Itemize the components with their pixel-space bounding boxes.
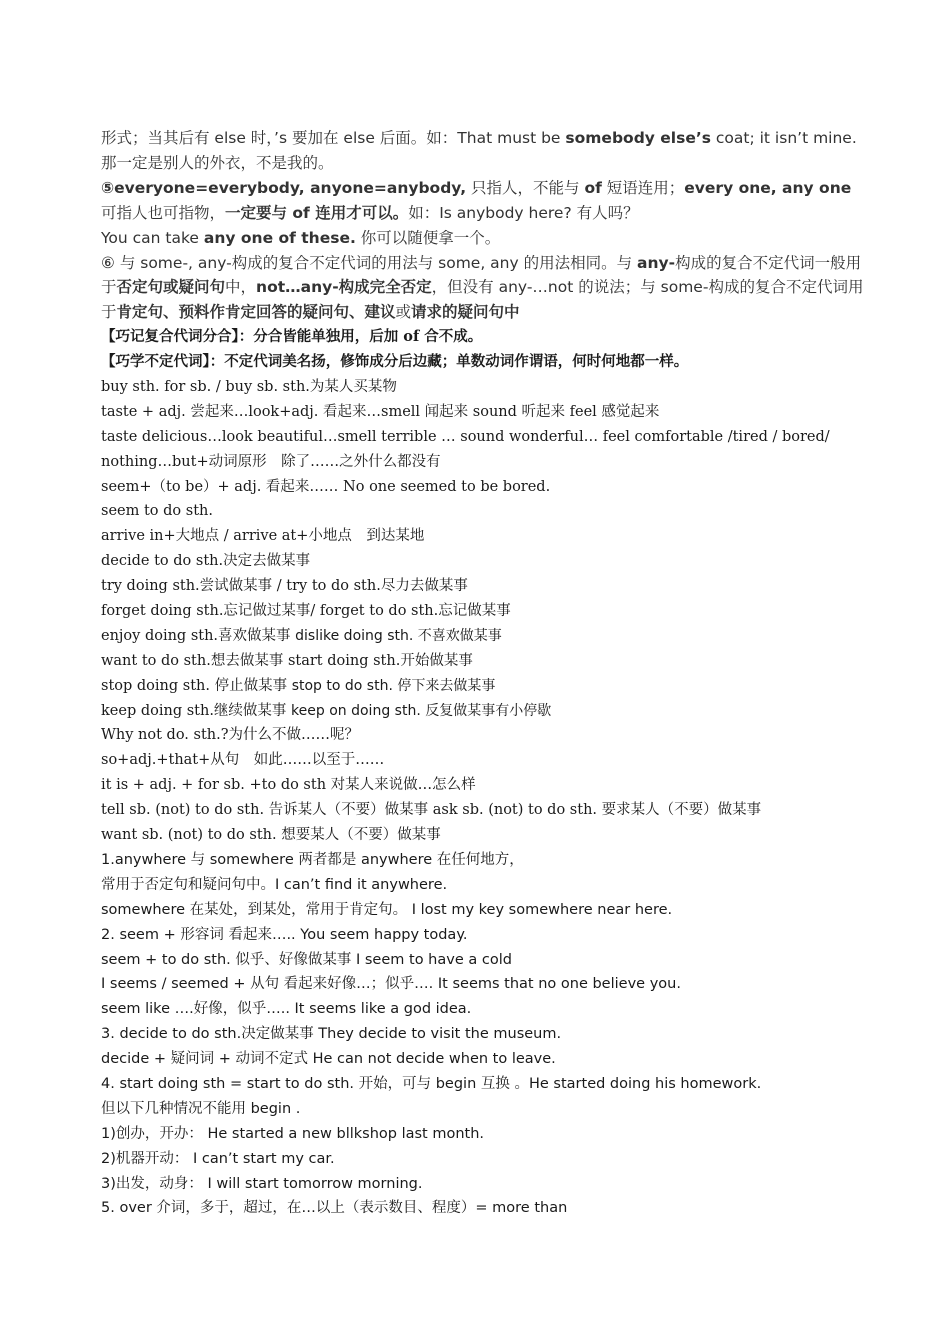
- text-line: [101, 898, 871, 923]
- text-run: stop to do sth. 停下来去做某事: [291, 677, 496, 694]
- text-run: forget doing sth.忘记做过某事/ forget to do sth.忘记做某事: [101, 603, 511, 620]
- text-run: taste + adj. 尝起来…look+adj. 看起来…smell 闻起来 sound 听起来 feel 感觉起来: [101, 403, 660, 420]
- bold-text: 【巧记复合代词分合】：分合皆能单独用，后加 of 合不成。: [101, 328, 483, 346]
- text-run: decide to do sth.决定去做某事: [101, 553, 311, 570]
- text-line: [101, 375, 871, 400]
- text-run: seem like ….好像，似乎….. It seems like a god idea.: [101, 1001, 472, 1018]
- text-run: try doing sth.尝试做某事 / try to do sth.尽力去做某事: [101, 578, 468, 595]
- text-line: [101, 1022, 871, 1047]
- text-run: ，但没有 any-…not 的说法；与 some-构成的复合不定代词用于: [101, 278, 864, 322]
- text-run: seem+（to be）+ adj. 看起来…… No one seemed to be bored.: [101, 478, 551, 495]
- text-line: [101, 823, 871, 848]
- text-run: 1)创办，开办： He started a new bllkshop last month.: [101, 1125, 485, 1142]
- text-line: [101, 948, 871, 973]
- text-line: [101, 251, 871, 326]
- bold-text: 请求的疑问句中: [411, 303, 520, 322]
- bold-text: any one of these.: [203, 228, 356, 247]
- text-run: nothing…but+动词原形 除了……之外什么都没有: [101, 453, 441, 470]
- text-run: I seems / seemed + 从句 看起来好像…；似乎…. It seems that no one believe you.: [101, 976, 681, 993]
- text-line: [101, 400, 871, 425]
- text-run: 短语连用；: [601, 178, 685, 197]
- text-line: [101, 176, 871, 226]
- text-line: [101, 997, 871, 1022]
- text-run: 只指人，不能与: [466, 178, 585, 197]
- text-run: decide + 疑问词 + 动词不定式 He can not decide when to leave.: [101, 1051, 556, 1068]
- text-run: ⑥ 与 some-, any-构成的复合不定代词的用法与 some, any 的用法相同。与: [101, 253, 638, 272]
- text-run: 2)机器开动： I can’t start my car.: [101, 1150, 335, 1167]
- text-line: [101, 126, 871, 176]
- bold-text: 一定要与 of 连用才可以。: [225, 203, 409, 222]
- text-run: 2. seem + 形容词 看起来….. You seem happy today.: [101, 926, 468, 943]
- text-line: [101, 450, 871, 475]
- text-run: keep doing sth.继续做某事: [101, 702, 292, 719]
- bold-text: 否定句或疑问句: [116, 278, 226, 297]
- text-line: [101, 1072, 871, 1097]
- text-run: 常用于否定句和疑问句中。I can’t find it anywhere.: [101, 876, 448, 893]
- bold-text: every one, any one: [684, 178, 852, 197]
- text-line: [101, 226, 871, 251]
- text-run: 或: [395, 303, 412, 322]
- text-line: [101, 699, 871, 724]
- text-line: [101, 748, 871, 773]
- text-run: want sb. (not) to do sth. 想要某人（不要）做某事: [101, 827, 441, 844]
- bold-text: of: [584, 178, 602, 197]
- text-run: buy sth. for sb. / buy sb. sth.为某人买某物: [101, 379, 397, 396]
- text-line: [101, 649, 871, 674]
- text-line: [101, 475, 871, 500]
- bold-text: ⑤everyone=everybody, anyone=anybody,: [101, 178, 467, 197]
- text-run: 3)出发，动身： I will start tomorrow morning.: [101, 1175, 423, 1192]
- text-run: 4. start doing sth = start to do sth. 开始，可与 begin 互换 。He started doing his homework.: [101, 1075, 762, 1092]
- text-line: [101, 773, 871, 798]
- text-run: 1.anywhere 与 somewhere 两者都是 anywhere 在任何地方，: [101, 851, 524, 868]
- text-line: [101, 1147, 871, 1172]
- text-run: taste delicious…look beautiful…smell terrible … sound wonderful… feel comfortable /tired / bored/: [101, 428, 830, 445]
- text-line: [101, 1097, 871, 1122]
- text-line: [101, 1196, 871, 1221]
- text-run: 可指人也可指物，: [101, 203, 226, 222]
- text-run: 3. decide to do sth.决定做某事 They decide to visit the museum.: [101, 1026, 562, 1043]
- text-line: [101, 499, 871, 524]
- text-run: arrive in+大地点 / arrive at+小地点 到达某地: [101, 528, 425, 545]
- text-run: it is + adj. + for sb. +to do sth 对某人来说做…怎么样: [101, 777, 476, 794]
- text-line: [101, 923, 871, 948]
- text-run: You can take: [101, 228, 204, 247]
- text-run: 但以下几种情况不能用 begin .: [101, 1100, 301, 1117]
- text-line: [101, 325, 871, 350]
- text-run: 你可以随便拿一个。: [355, 228, 501, 247]
- text-run: 形式；当其后有 else 时，’s 要加在 else 后面。如：That must be: [101, 129, 566, 147]
- text-line: [101, 350, 871, 375]
- text-run: want to do sth.想去做某事 start doing sth.开始做某事: [101, 652, 473, 669]
- text-run: tell sb. (not) to do sth. 告诉某人（不要）做某事 ask sb. (not) to do sth. 要求某人（不要）做某事: [101, 802, 762, 819]
- bold-text: 肯定句、预料作肯定回答的疑问句、建议: [116, 303, 396, 322]
- text-line: [101, 524, 871, 549]
- text-line: [101, 723, 871, 748]
- document-page: [101, 126, 871, 1221]
- text-run: somewhere 在某处，到某处，常用于肯定句。 I lost my key somewhere near here.: [101, 901, 673, 918]
- text-run: Why not do. sth.?为什么不做……呢？: [101, 727, 360, 744]
- text-line: [101, 798, 871, 823]
- text-run: so+adj.+that+从句 如此……以至于……: [101, 752, 385, 769]
- text-line: [101, 599, 871, 624]
- bold-text: not…any-构成完全否定: [256, 278, 432, 297]
- text-line: [101, 1172, 871, 1197]
- text-run: stop doing sth. 停止做某事: [101, 677, 292, 694]
- text-line: [101, 972, 871, 997]
- text-line: [101, 624, 871, 649]
- text-run: seem to do sth.: [101, 503, 213, 520]
- text-line: [101, 549, 871, 574]
- text-run: keep on doing sth. 反复做某事有小停歇: [291, 702, 552, 719]
- text-run: 如：Is anybody here? 有人吗？: [408, 203, 639, 222]
- text-run: coat; it isn’t mine. 那一定是别人的外衣，不是我的。: [101, 129, 857, 172]
- text-run: 构成的复合不定代词一般用于: [101, 253, 862, 297]
- text-run: enjoy doing sth.喜欢做某事: [101, 627, 296, 644]
- text-run: seem + to do sth. 似乎、好像做某事 I seem to have a cold: [101, 951, 512, 968]
- text-run: 5. over 介词，多于，超过，在…以上（表示数目、程度）= more than: [101, 1200, 568, 1217]
- text-line: [101, 674, 871, 699]
- bold-text: any-: [637, 253, 676, 272]
- text-run: dislike doing sth. 不喜欢做某事: [295, 627, 502, 644]
- text-line: [101, 1122, 871, 1147]
- text-line: [101, 425, 871, 450]
- text-line: [101, 1047, 871, 1072]
- text-run: 中，: [225, 278, 257, 297]
- text-line: [101, 873, 871, 898]
- text-line: [101, 574, 871, 599]
- bold-text: somebody else’s: [565, 129, 711, 147]
- bold-text: 【巧学不定代词】：不定代词美名扬，修饰成分后边藏；单数动词作谓语，何时何地都一样。: [101, 353, 689, 371]
- text-line: [101, 848, 871, 873]
